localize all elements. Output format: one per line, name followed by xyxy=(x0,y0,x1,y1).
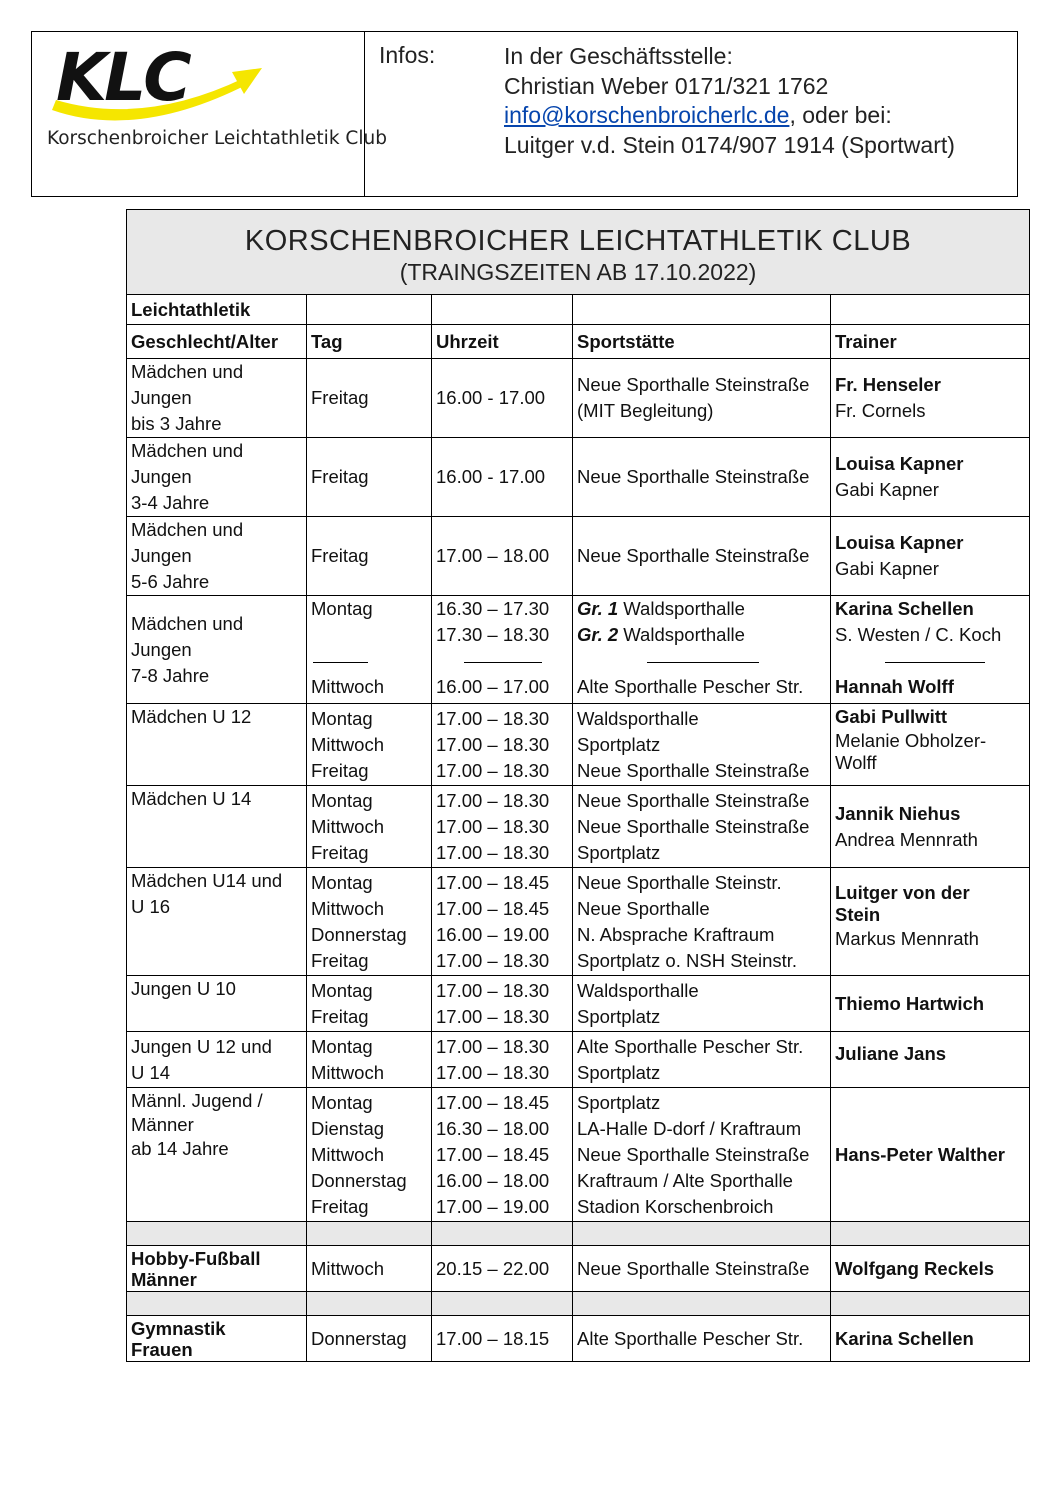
separator-line xyxy=(311,648,427,674)
klc-logo-mark-icon xyxy=(48,42,288,132)
spacer-row xyxy=(127,1292,1030,1316)
trainer-cell: Thiemo Hartwich xyxy=(831,976,1030,1032)
time-cell: 16.00 - 17.00 xyxy=(432,438,573,517)
time-cell: 17.00 – 18.30 17.00 – 18.30 17.00 – 18.30 xyxy=(432,704,573,786)
club-name-logo-text: Korschenbroicher Leichtathletik Club xyxy=(47,128,387,149)
time-cell: 16.00 - 17.00 xyxy=(432,359,573,438)
info-office-line: In der Geschäftsstelle: xyxy=(504,43,733,69)
group-cell: Mädchen und Jungen 7-8 Jahre xyxy=(127,596,307,704)
trainer-cell: Karina Schellen xyxy=(831,1316,1030,1362)
venue-cell: Sportplatz LA-Halle D-dorf / Kraftraum Neue Sporthalle Steinstraße Kraftraum / Alte Sporthalle Stadion Korschenbroich xyxy=(573,1088,831,1222)
day-cell: Freitag xyxy=(307,359,432,438)
table-row xyxy=(127,1088,1030,1222)
venue-cell: Neue Sporthalle Steinstraße xyxy=(573,517,831,596)
svg-text:KLC: KLC xyxy=(56,42,189,116)
column-header: Sportstätte xyxy=(573,325,831,359)
venue-cell: Gr. 1 Waldsporthalle Gr. 2 Waldsporthalle Alte Sporthalle Pescher Str. xyxy=(573,596,831,704)
separator-line xyxy=(436,648,568,674)
group-cell: Mädchen U14 und U 16 xyxy=(127,868,307,976)
venue-cell: Neue Sporthalle Steinstraße Neue Sporthalle Steinstraße Sportplatz xyxy=(573,786,831,868)
info-sportwart-line: Luitger v.d. Stein 0174/907 1914 (Sportwart) xyxy=(504,131,955,158)
day-cell: Mittwoch xyxy=(307,1246,432,1292)
group-cell: Mädchen und Jungen 3-4 Jahre xyxy=(127,438,307,517)
table-row xyxy=(127,517,1030,596)
group-cell: Jungen U 12 und U 14 xyxy=(127,1032,307,1088)
group-cell: Jungen U 10 xyxy=(127,976,307,1032)
day-cell: Freitag xyxy=(307,438,432,517)
page-subtitle: (TRAINGSZEITEN AB 17.10.2022) xyxy=(399,259,757,285)
day-cell: Freitag xyxy=(307,517,432,596)
email-link[interactable]: info@korschenbroicherlc.de xyxy=(504,102,790,128)
venue-cell: Neue Sporthalle Steinstraße xyxy=(573,438,831,517)
group-cell: Mädchen und Jungen 5-6 Jahre xyxy=(127,517,307,596)
group-cell: Mädchen und Jungen bis 3 Jahre xyxy=(127,359,307,438)
trainer-cell: Gabi Pullwitt Melanie Obholzer- Wolff xyxy=(831,704,1030,786)
time-cell: 17.00 – 18.15 xyxy=(432,1316,573,1362)
day-cell: Montag Freitag xyxy=(307,976,432,1032)
table-row xyxy=(127,1032,1030,1088)
training-schedule-table xyxy=(126,209,1030,1362)
venue-cell: Waldsporthalle Sportplatz Neue Sporthalle Steinstraße xyxy=(573,704,831,786)
table-row xyxy=(127,438,1030,517)
info-phone-line: Christian Weber 0171/321 1762 xyxy=(504,72,829,99)
trainer-cell: Louisa Kapner Gabi Kapner xyxy=(831,438,1030,517)
day-cell: Montag Mittwoch Donnerstag Freitag xyxy=(307,868,432,976)
venue-cell: Alte Sporthalle Pescher Str. Sportplatz xyxy=(573,1032,831,1088)
time-cell: 17.00 – 18.30 17.00 – 18.30 xyxy=(432,1032,573,1088)
club-logo xyxy=(32,32,387,196)
table-row xyxy=(127,596,1030,704)
column-header: Geschlecht/Alter xyxy=(127,325,307,359)
day-cell: Montag Mittwoch xyxy=(307,1032,432,1088)
column-header: Trainer xyxy=(831,325,1030,359)
trainer-cell: Luitger von der Stein Markus Mennrath xyxy=(831,868,1030,976)
time-cell: 17.00 – 18.30 17.00 – 18.30 17.00 – 18.30 xyxy=(432,786,573,868)
venue-cell: Waldsporthalle Sportplatz xyxy=(573,976,831,1032)
group-cell: Hobby-Fußball Männer xyxy=(127,1246,307,1292)
contact-info xyxy=(504,42,955,160)
venue-cell: Alte Sporthalle Pescher Str. xyxy=(573,1316,831,1362)
separator-line xyxy=(577,648,826,674)
table-row xyxy=(127,1246,1030,1292)
info-header-box xyxy=(31,31,1018,197)
trainer-cell: Jannik Niehus Andrea Mennrath xyxy=(831,786,1030,868)
info-label: Infos: xyxy=(379,42,436,68)
trainer-cell: Hans-Peter Walther xyxy=(831,1088,1030,1222)
day-cell: Donnerstag xyxy=(307,1316,432,1362)
column-header: Tag xyxy=(307,325,432,359)
table-row xyxy=(127,1316,1030,1362)
table-row xyxy=(127,359,1030,438)
table-row xyxy=(127,976,1030,1032)
day-cell: Montag Mittwoch Freitag xyxy=(307,786,432,868)
column-header: Uhrzeit xyxy=(432,325,573,359)
venue-cell: Neue Sporthalle Steinstr. Neue Sporthalle N. Absprache Kraftraum Sportplatz o. NSH Steinstr. xyxy=(573,868,831,976)
venue-cell: Neue Sporthalle Steinstraße (MIT Begleitung) xyxy=(573,359,831,438)
table-title xyxy=(127,210,1030,295)
time-cell: 17.00 – 18.30 17.00 – 18.30 xyxy=(432,976,573,1032)
section-label: Leichtathletik xyxy=(127,295,307,325)
trainer-cell: Karina Schellen S. Westen / C. Koch Hannah Wolff xyxy=(831,596,1030,704)
group-cell: Mädchen U 14 xyxy=(127,786,307,868)
trainer-cell: Fr. Henseler Fr. Cornels xyxy=(831,359,1030,438)
table-row xyxy=(127,868,1030,976)
time-cell: 20.15 – 22.00 xyxy=(432,1246,573,1292)
info-email-line: info@korschenbroicherlc.de, oder bei: xyxy=(504,102,892,128)
table-row xyxy=(127,704,1030,786)
group-cell: Männl. Jugend / Männer ab 14 Jahre xyxy=(127,1088,307,1222)
time-cell: 16.30 – 17.30 17.30 – 18.30 16.00 – 17.00 xyxy=(432,596,573,704)
group-cell: Mädchen U 12 xyxy=(127,704,307,786)
page-title: KORSCHENBROICHER LEICHTATHLETIK CLUB xyxy=(244,225,912,257)
spacer-row xyxy=(127,1222,1030,1246)
day-cell: Montag Dienstag Mittwoch Donnerstag Freitag xyxy=(307,1088,432,1222)
venue-cell: Neue Sporthalle Steinstraße xyxy=(573,1246,831,1292)
trainer-cell: Louisa Kapner Gabi Kapner xyxy=(831,517,1030,596)
table-row xyxy=(127,786,1030,868)
group-cell: Gymnastik Frauen xyxy=(127,1316,307,1362)
time-cell: 17.00 – 18.00 xyxy=(432,517,573,596)
time-cell: 17.00 – 18.45 16.30 – 18.00 17.00 – 18.45 16.00 – 18.00 17.00 – 19.00 xyxy=(432,1088,573,1222)
trainer-cell: Wolfgang Reckels xyxy=(831,1246,1030,1292)
table-header-row xyxy=(127,325,1030,359)
day-cell: Montag Mittwoch xyxy=(307,596,432,704)
day-cell: Montag Mittwoch Freitag xyxy=(307,704,432,786)
separator-line xyxy=(835,648,1025,674)
time-cell: 17.00 – 18.45 17.00 – 18.45 16.00 – 19.00 17.00 – 18.30 xyxy=(432,868,573,976)
trainer-cell: Juliane Jans xyxy=(831,1032,1030,1088)
